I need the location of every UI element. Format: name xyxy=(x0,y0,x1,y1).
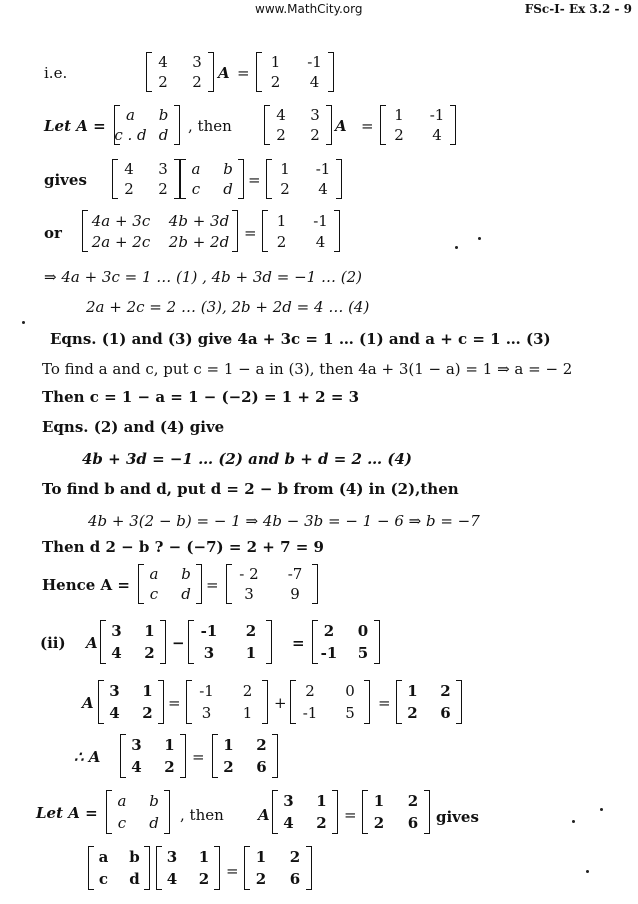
let-a-label: Let A = xyxy=(36,804,98,822)
matrix-entry: 0 xyxy=(357,622,369,640)
equation-line: 4b + 3d = −1 … (2) and b + d = 2 … (4) xyxy=(82,450,413,468)
matrix-entry: 2 xyxy=(270,73,281,91)
equals-sign: = xyxy=(168,694,181,712)
matrix-1-2-2-6 xyxy=(362,790,430,834)
matrix-entry: b xyxy=(129,848,140,866)
var-a: A xyxy=(258,806,270,824)
matrix-entry: d xyxy=(129,870,140,888)
matrix-entry: 2 xyxy=(223,758,234,776)
plus-sign: + xyxy=(274,694,287,712)
matrix-entry: 1 xyxy=(223,736,234,754)
matrix-entry: 1 xyxy=(276,211,287,230)
matrix-entry: 3 xyxy=(166,848,178,866)
part-ii-label: (ii) xyxy=(40,634,66,652)
matrix-1-2-2-6 xyxy=(396,680,462,724)
or-label: or xyxy=(44,224,62,242)
matrix-entry: 2 xyxy=(192,73,202,91)
matrix-entry: 2 xyxy=(289,848,301,866)
matrix-entry: 2 xyxy=(407,704,418,722)
matrix-entry: 6 xyxy=(256,758,267,776)
matrix-entry: -1 xyxy=(200,622,218,640)
matrix-entry: 2 xyxy=(144,644,155,662)
matrix-3-1-4-2 xyxy=(272,790,338,834)
matrix-entry: a xyxy=(149,565,159,583)
matrix-entry: - 2 xyxy=(239,565,259,583)
matrix-entry: 1 xyxy=(144,622,155,640)
matrix-entry: 3 xyxy=(158,160,168,178)
matrix-4-3-2-2 xyxy=(112,159,180,199)
matrix-entry: a xyxy=(191,160,201,178)
matrix-entry: b xyxy=(223,160,233,178)
matrix-entry: 2 xyxy=(198,870,210,888)
matrix-entry: -7 xyxy=(287,565,303,583)
matrix-entry: d xyxy=(158,126,169,144)
matrix-entry: -1 xyxy=(315,160,331,178)
then-label: , then xyxy=(180,806,224,824)
equation-line: Eqns. (2) and (4) give xyxy=(42,418,225,436)
matrix-3-1-4-2 xyxy=(98,680,164,724)
equation-line: ⇒ 4a + 3c = 1 … (1) , 4b + 3d = −1 … (2) xyxy=(44,268,363,286)
matrix-result xyxy=(226,564,318,604)
matrix-entry: c xyxy=(117,814,127,832)
matrix-entry: 2 xyxy=(142,704,153,722)
matrix-entry: 4 xyxy=(318,180,328,198)
matrix-1-m1-2-4 xyxy=(380,105,456,145)
matrix-entry: 2 xyxy=(158,180,168,198)
hence-label: Hence A = xyxy=(42,576,130,594)
matrix-entry: a xyxy=(98,848,109,866)
matrix-4-3-2-2 xyxy=(264,105,332,145)
equals-sign: = xyxy=(206,576,219,594)
matrix-abcd xyxy=(138,564,202,604)
matrix-entry: 4b + 3d xyxy=(168,211,230,230)
matrix-entry: 2 xyxy=(407,792,419,810)
equation-line: To find b and d, put d = 2 − b from (4) in (2),then xyxy=(42,480,459,498)
matrix-entry: 1 xyxy=(198,848,210,866)
matrix-entry: 1 xyxy=(142,682,153,700)
matrix-entry: b xyxy=(149,792,159,810)
matrix-2-0-m1-5 xyxy=(290,680,370,724)
var-a: A xyxy=(86,634,98,652)
equation-line: 4b + 3(2 − b) = − 1 ⇒ 4b − 3b = − 1 − 6 ⇒ b = −7 xyxy=(88,512,480,530)
matrix-entry: 3 xyxy=(283,792,294,810)
var-a: A xyxy=(218,64,230,82)
matrix-entry: -1 xyxy=(199,682,214,700)
matrix-entry: 2a + 2c xyxy=(91,232,151,251)
matrix-2-0-m1-5 xyxy=(312,620,380,664)
site-header[interactable]: www.MathCity.org xyxy=(255,2,363,16)
matrix-entry: 9 xyxy=(290,585,300,603)
matrix-entry: 2 xyxy=(305,682,315,700)
matrix-entry: 4 xyxy=(276,106,286,124)
matrix-entry: -1 xyxy=(307,53,322,71)
matrix-entry: 5 xyxy=(357,644,369,662)
matrix-entry: 2 xyxy=(276,126,286,144)
matrix-product-expanded xyxy=(82,210,238,252)
matrix-entry: c xyxy=(98,870,109,888)
matrix-entry: 3 xyxy=(111,622,122,640)
scan-speck xyxy=(22,321,25,324)
matrix-entry: 2 xyxy=(158,73,168,91)
equation-line: Eqns. (1) and (3) give 4a + 3c = 1 … (1) and a + c = 1 … (3) xyxy=(50,330,551,348)
scan-speck xyxy=(455,246,458,249)
matrix-entry: 4 xyxy=(432,126,442,144)
ie-label: i.e. xyxy=(44,64,68,82)
matrix-entry: 1 xyxy=(394,106,404,124)
matrix-entry: 2 xyxy=(256,736,267,754)
matrix-entry: 4 xyxy=(166,870,178,888)
matrix-entry: 2 xyxy=(316,814,327,832)
matrix-entry: c xyxy=(149,585,159,603)
matrix-entry: 2 xyxy=(323,622,335,640)
matrix-entry: 2 xyxy=(280,180,290,198)
var-a: A xyxy=(82,694,94,712)
equation-line: 2a + 2c = 2 … (3), 2b + 2d = 4 … (4) xyxy=(86,298,370,316)
matrix-entry: b xyxy=(181,565,191,583)
matrix-entry: -1 xyxy=(313,211,328,230)
equals-sign: = xyxy=(344,806,357,824)
matrix-entry: 1 xyxy=(316,792,327,810)
matrix-entry: 4 xyxy=(158,53,168,71)
matrix-entry: 4 xyxy=(111,644,122,662)
equals-sign: = xyxy=(248,171,261,189)
matrix-m1-2-3-1 xyxy=(186,680,268,724)
matrix-entry: 2b + 2d xyxy=(168,232,230,251)
matrix-1-m1-2-4 xyxy=(266,159,342,199)
matrix-entry: 3 xyxy=(244,585,254,603)
matrix-entry: 4 xyxy=(283,814,294,832)
matrix-3-1-4-2 xyxy=(156,846,220,890)
matrix-entry: 0 xyxy=(345,682,355,700)
equation-line: Then d 2 − b ? − (−7) = 2 + 7 = 9 xyxy=(42,538,324,556)
matrix-entry: c xyxy=(191,180,201,198)
matrix-entry: 6 xyxy=(440,704,451,722)
matrix-entry: 4 xyxy=(315,232,326,251)
matrix-entry: 3 xyxy=(201,704,212,722)
equals-sign: = xyxy=(192,748,205,766)
matrix-entry: 2 xyxy=(245,622,257,640)
matrix-entry: 2 xyxy=(440,682,451,700)
scan-speck xyxy=(478,237,481,240)
matrix-entry: 1 xyxy=(270,53,281,71)
matrix-1-2-2-6 xyxy=(244,846,312,890)
then-label: , then xyxy=(188,117,232,135)
gives-label: gives xyxy=(44,171,87,189)
matrix-abcd xyxy=(114,105,180,145)
matrix-entry: 2 xyxy=(373,814,385,832)
equals-sign: = xyxy=(226,862,239,880)
matrix-entry: 2 xyxy=(164,758,175,776)
matrix-entry: 4 xyxy=(131,758,142,776)
matrix-entry: 4 xyxy=(124,160,134,178)
gives-label: gives xyxy=(436,808,479,826)
matrix-entry: 3 xyxy=(203,644,215,662)
matrix-entry: 2 xyxy=(394,126,404,144)
matrix-abcd xyxy=(88,846,150,890)
matrix-entry: 6 xyxy=(407,814,419,832)
matrix-entry: 1 xyxy=(164,736,175,754)
matrix-entry: d xyxy=(223,180,233,198)
matrix-entry: -1 xyxy=(320,644,338,662)
var-a: A xyxy=(335,117,347,135)
matrix-entry: 2 xyxy=(276,232,287,251)
matrix-3-1-4-2 xyxy=(100,620,166,664)
scan-speck xyxy=(572,820,575,823)
matrix-entry: 4 xyxy=(309,73,320,91)
matrix-m1-2-3-1 xyxy=(188,620,272,664)
matrix-entry: a xyxy=(126,106,135,124)
matrix-1-m1-2-4 xyxy=(262,210,340,252)
scan-speck xyxy=(586,870,589,873)
scan-speck xyxy=(600,808,603,811)
equals-sign: = xyxy=(292,634,305,652)
matrix-entry: 6 xyxy=(289,870,301,888)
matrix-entry: 4 xyxy=(109,704,120,722)
let-a-label: Let A = xyxy=(44,117,106,135)
matrix-abcd xyxy=(106,790,170,834)
therefore-line: ∴ A xyxy=(74,748,101,766)
matrix-entry: 1 xyxy=(245,644,257,662)
equation-line: Then c = 1 − a = 1 − (−2) = 1 + 2 = 3 xyxy=(42,388,360,406)
matrix-entry: 3 xyxy=(310,106,320,124)
matrix-entry: 3 xyxy=(131,736,142,754)
matrix-entry: 2 xyxy=(124,180,134,198)
matrix-4-3-2-2 xyxy=(146,52,214,92)
matrix-entry: 4a + 3c xyxy=(91,211,151,230)
matrix-entry: 1 xyxy=(242,704,253,722)
matrix-entry: 2 xyxy=(310,126,320,144)
matrix-entry: d xyxy=(149,814,159,832)
matrix-entry: 2 xyxy=(242,682,253,700)
matrix-entry: 1 xyxy=(407,682,418,700)
equation-line: To find a and c, put c = 1 − a in (3), then 4a + 3(1 − a) = 1 ⇒ a = − 2 xyxy=(42,360,573,378)
matrix-entry: -1 xyxy=(302,704,318,722)
matrix-entry: 3 xyxy=(109,682,120,700)
equals-sign: = xyxy=(244,224,257,242)
matrix-entry: 3 xyxy=(192,53,202,71)
equals-sign: = xyxy=(378,694,391,712)
matrix-entry: 1 xyxy=(255,848,267,866)
matrix-1-m1-2-4 xyxy=(256,52,334,92)
matrix-abcd xyxy=(180,159,244,199)
matrix-entry: a xyxy=(117,792,127,810)
matrix-entry: c . d xyxy=(114,126,147,144)
matrix-3-1-4-2 xyxy=(120,734,186,778)
matrix-entry: 2 xyxy=(255,870,267,888)
equals-sign: = xyxy=(237,64,250,82)
equals-sign: = xyxy=(361,117,374,135)
matrix-1-2-2-6 xyxy=(212,734,278,778)
matrix-entry: b xyxy=(158,106,169,124)
minus-sign: − xyxy=(172,634,185,652)
matrix-entry: 1 xyxy=(373,792,385,810)
matrix-entry: 1 xyxy=(280,160,290,178)
exercise-reference: FSc-I- Ex 3.2 - 9 xyxy=(524,2,632,16)
matrix-entry: d xyxy=(181,585,191,603)
matrix-entry: 5 xyxy=(345,704,355,722)
matrix-entry: -1 xyxy=(429,106,445,124)
